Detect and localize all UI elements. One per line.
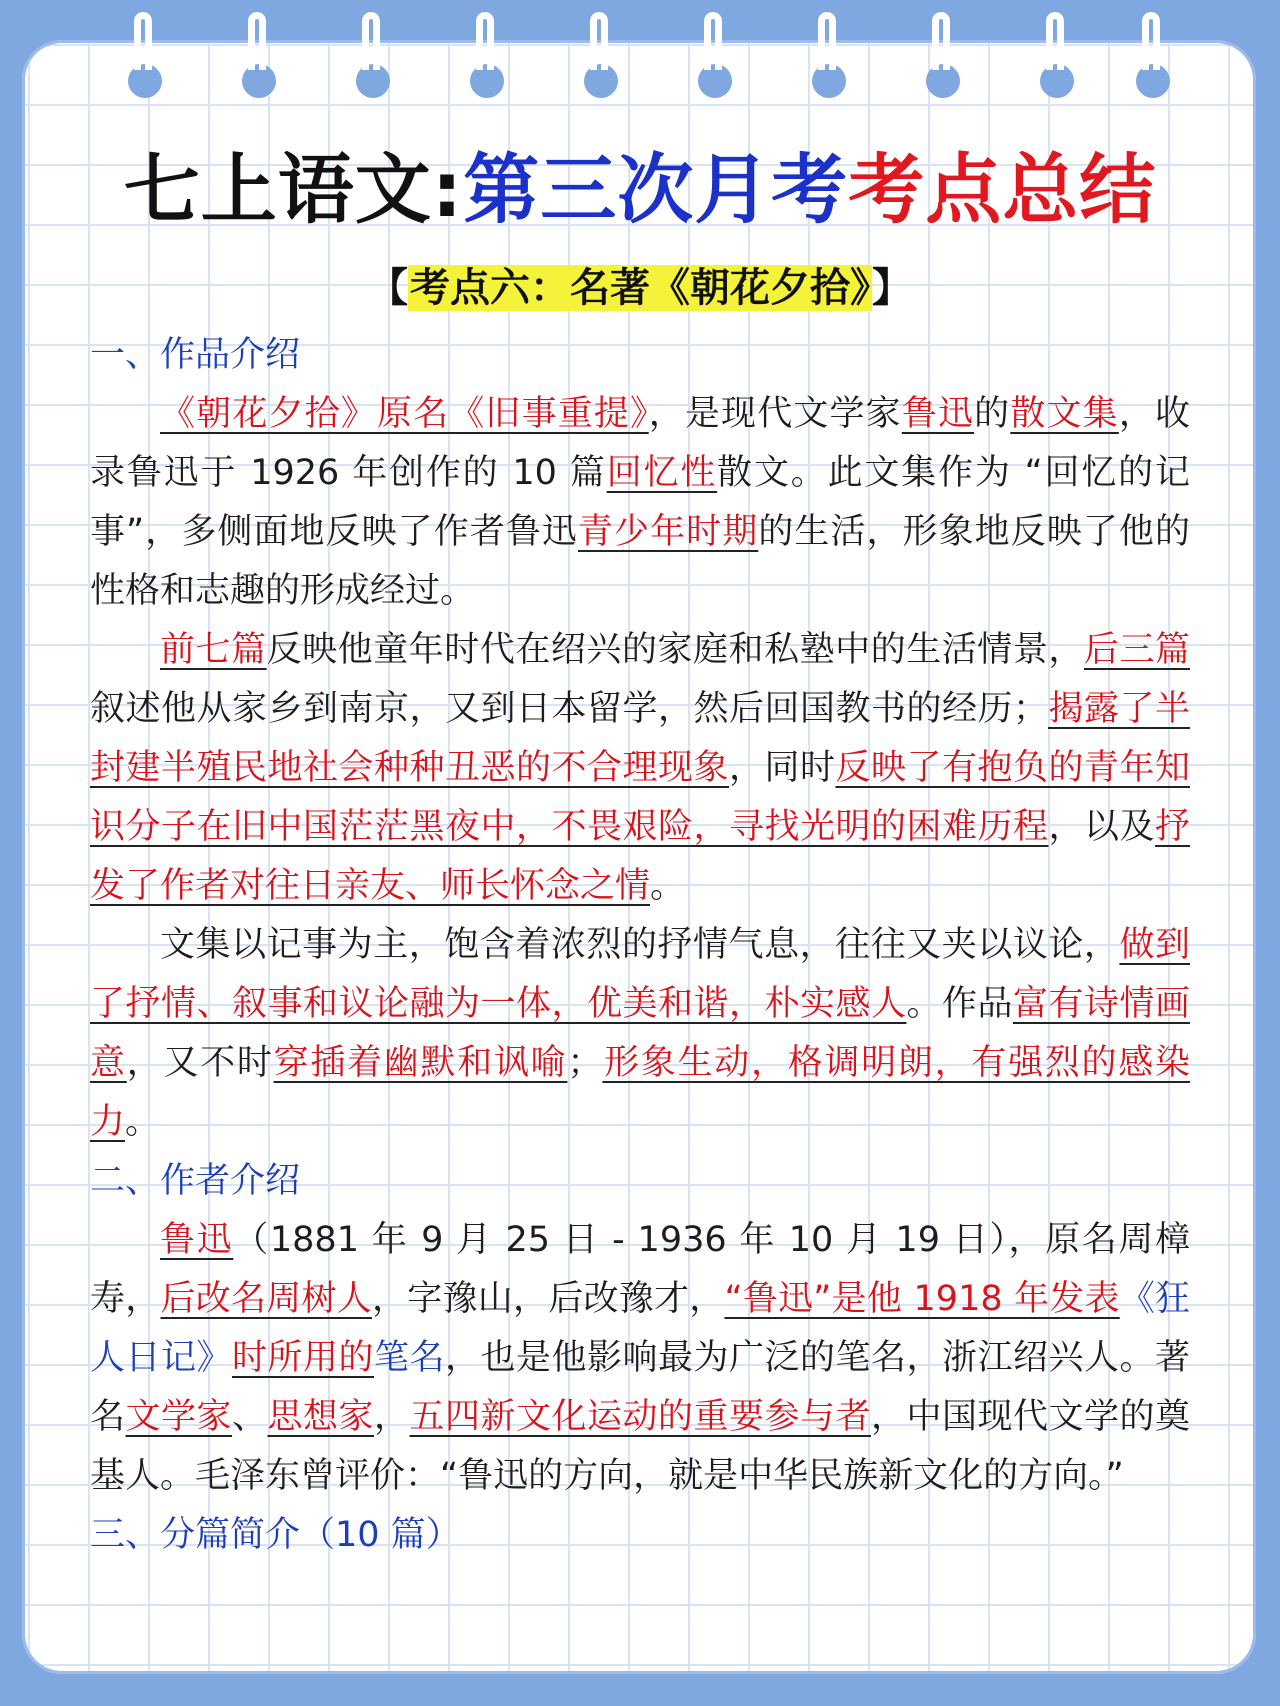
text-run: ，以及 xyxy=(1048,807,1155,847)
binder-ring xyxy=(812,12,846,108)
text-run: ； xyxy=(567,1043,603,1083)
keyword: 揭露了半封建半殖民地社会种种丑恶的不合理现象 xyxy=(90,689,1190,788)
intro-paragraph-2 xyxy=(90,621,1190,916)
text-run: 文集以记事为主，饱含着浓烈的抒情气息，往往又夹以议论， xyxy=(160,925,1120,965)
section-heading-intro: 一、作品介绍 xyxy=(90,335,301,375)
binder-ring xyxy=(128,12,162,108)
keyword: 散文集 xyxy=(1010,394,1119,434)
keyword: 回忆性 xyxy=(606,453,718,493)
keyword: 富有诗情画意 xyxy=(90,984,1190,1083)
author-paragraph xyxy=(90,1211,1190,1506)
page-title xyxy=(0,140,1280,240)
text-run: ，中国现代文学的奠基人。毛泽东曾评价：“鲁迅的方向，就是中华民族新文化的方向。” xyxy=(90,1397,1190,1496)
keyword: 后改名周树人 xyxy=(160,1279,372,1319)
keyword: 抒发了作者对往日亲友、师长怀念之情 xyxy=(90,807,1190,906)
text-run: 。作品 xyxy=(906,984,1013,1024)
keyword: 后三篇 xyxy=(1083,630,1190,670)
text-run: 。 xyxy=(650,866,686,906)
keyword: 形象生动，格调明朗，有强烈的感染力 xyxy=(90,1043,1190,1142)
binder-ring xyxy=(356,12,390,108)
title-part-1: 七上语文: xyxy=(123,145,464,234)
keyword: 《朝花夕拾》原名《旧事重提》 xyxy=(160,394,649,434)
text-run: 、 xyxy=(232,1397,268,1437)
intro-paragraph-3 xyxy=(90,916,1190,1152)
text-run: ，字豫山，后改豫才， xyxy=(371,1279,725,1319)
binder-ring xyxy=(926,12,960,108)
text-run: ， xyxy=(374,1397,410,1437)
text-run: 的 xyxy=(974,394,1011,434)
section-heading-chapters: 三、分篇简介（10 篇） xyxy=(90,1515,461,1555)
intro-paragraph-1 xyxy=(90,385,1190,621)
binder-ring xyxy=(1040,12,1074,108)
title-part-2: 第三次月考 xyxy=(463,145,849,234)
keyword: 前七篇 xyxy=(160,630,267,670)
book-title: 《狂人日记》 xyxy=(90,1279,1190,1378)
keyword: 思想家 xyxy=(267,1397,374,1437)
subtitle-open-bracket: 【 xyxy=(368,265,408,311)
keyword-blue: 笔名 xyxy=(374,1338,445,1378)
keyword: 鲁迅 xyxy=(160,1220,234,1260)
text-run: ，是现代文学家 xyxy=(648,394,902,434)
keyword: 反映了有抱负的青年知识分子在旧中国茫茫黑夜中，不畏艰险，寻找光明的困难历程 xyxy=(90,748,1190,847)
text-run: （1881 年 9 月 25 日 - 1936 年 10 月 19 日），原名周樟寿， xyxy=(90,1220,1190,1319)
keyword: 做到了抒情、叙事和议论融为一体，优美和谐，朴实感人 xyxy=(90,925,1190,1024)
subtitle-close-bracket: 】 xyxy=(872,265,912,311)
keyword: 鲁迅 xyxy=(901,394,975,434)
text-run: ，又不时 xyxy=(126,1043,274,1083)
binder-ring xyxy=(584,12,618,108)
binder-rings xyxy=(0,0,1280,120)
title-part-3: 考点总结 xyxy=(848,145,1157,234)
binder-ring xyxy=(242,12,276,108)
text-run: 的生活，形象地反映了他的性格和志趣的形成经过。 xyxy=(90,512,1190,611)
keyword: 穿插着幽默和讽喻 xyxy=(273,1043,568,1083)
text-run: 叙述他从家乡到南京，又到日本留学，然后回国教书的经历； xyxy=(90,689,1048,729)
subtitle-text: 考点六：名著《朝花夕拾》 xyxy=(410,265,870,311)
text-run: 散文。此文集作为 “回忆的记事”，多侧面地反映了作者鲁迅 xyxy=(90,453,1190,552)
keyword: “鲁迅”是他 1918 年发表 xyxy=(724,1279,1120,1319)
keyword: 时所用的 xyxy=(232,1338,374,1378)
keyword: 五四新文化运动的重要参与者 xyxy=(409,1397,871,1437)
page-subtitle xyxy=(0,260,1280,316)
binder-ring xyxy=(1136,12,1170,108)
section-heading-author: 二、作者介绍 xyxy=(90,1161,301,1201)
text-run: 。 xyxy=(125,1102,161,1142)
text-run: ，收录鲁迅于 1926 年创作的 10 篇 xyxy=(90,394,1190,493)
binder-ring xyxy=(470,12,504,108)
text-run: ，也是他影响最为广泛的笔名，浙江绍兴人。著名 xyxy=(90,1338,1190,1437)
keyword: 文学家 xyxy=(125,1397,232,1437)
content xyxy=(90,326,1190,1565)
keyword: 青少年时期 xyxy=(578,512,759,552)
binder-ring xyxy=(698,12,732,108)
text-run: ，同时 xyxy=(728,748,836,788)
text-run: 反映他童年时代在绍兴的家庭和私塾中的生活情景， xyxy=(266,630,1084,670)
